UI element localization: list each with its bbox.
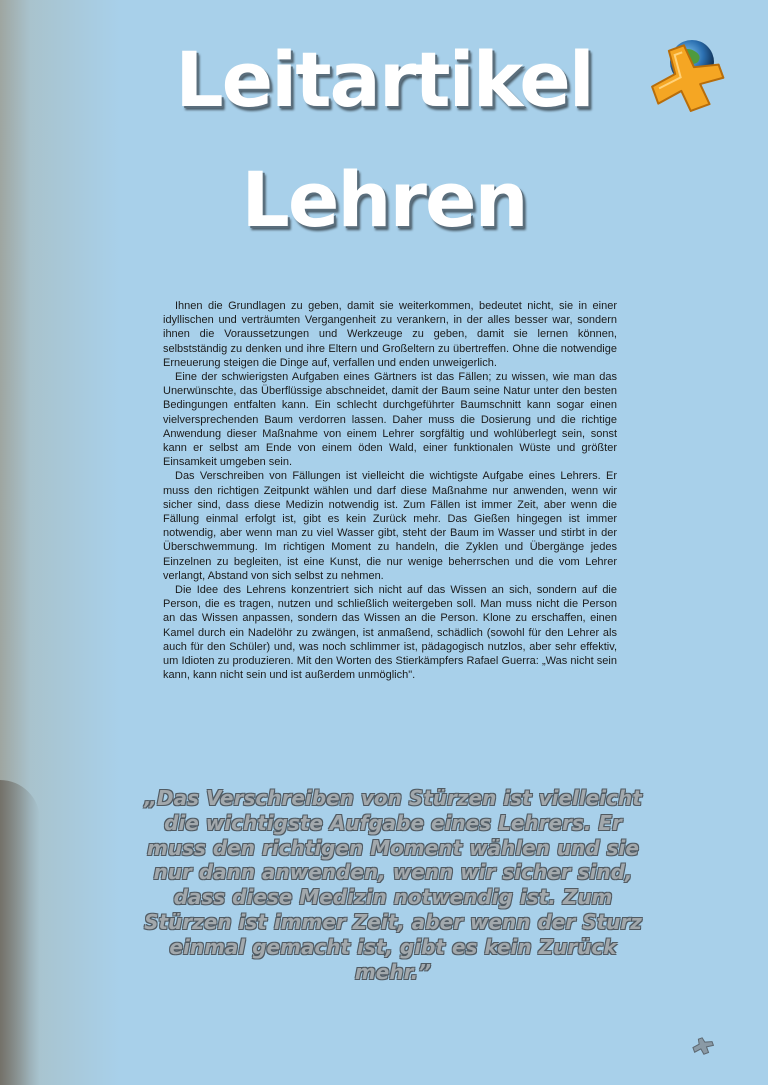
- article-paragraph: Das Verschreiben von Fällungen ist vielleicht die wichtigste Aufgabe eines Lehrers. Er muss den richtigen Zeitpunkt wählen und darf diese Maßnahme nur anwenden, wenn wir sicher sind, dass diese Medizin notwendig ist. Zum Fällen ist immer Zeit, aber wenn die Fällung einmal erfolgt ist, gibt es kein Zurück mehr. Das Gießen hingegen ist immer notwendig, aber wenn man zu viel Wasser gibt, steht der Baum im Wasser und stirbt in der Überschwemmung. Im richtigen Moment zu handeln, die Zyklen und Übergänge jedes Einzelnen zu begleiten, ist eine Kunst, die nur wenige beherrschen und die vom Lehrer verlangt, Abstand von sich selbst zu nehmen.: [163, 470, 617, 582]
- page-title-line2: Lehren: [241, 155, 527, 244]
- page-title-line1: Leitartikel: [175, 35, 593, 124]
- cross-mark-icon: [692, 1037, 714, 1055]
- background-photo-figure: [0, 780, 40, 1085]
- article-body: [163, 299, 617, 682]
- article-paragraph: Die Idee des Lehrens konzentriert sich nicht auf das Wissen an sich, sondern auf die Person, die es tragen, nutzen und schließlich weitergeben soll. Man muss nicht die Person an das Wissen anpassen, sondern das Wissen an die Person. Klone zu erschaffen, einen Kamel durch ein Nadelöhr zu zwängen, ist anmaßend, schädlich (sowohl für den Lehrer als auch für den Schüler) und, was noch schlimmer ist, pädagogisch nutzlos, aber sehr effektiv, um Idioten zu produzieren. Mit den Worten des Stierkämpfers Rafael Guerra: „Was nicht sein kann, kann nicht sein und ist außerdem unmöglich".: [163, 584, 617, 682]
- article-paragraph: Ihnen die Grundlagen zu geben, damit sie weiterkommen, bedeutet nicht, sie in einer idyllischen und verträumten Vergangenheit zu verankern, in der alles besser war, sondern ihnen die Voraussetzungen und Werkzeuge zu geben, damit sie lernen können, selbstständig zu denken und ihre Eltern und Großeltern zu übertreffen. Ohne die notwendige Erneuerung steigen die Dinge auf, verfallen und enden unweigerlich.: [163, 300, 617, 369]
- globe-cross-logo-icon: [646, 34, 730, 112]
- pull-quote: „Das Verschreiben von Stürzen ist vielleicht die wichtigste Aufgabe eines Lehrers. Er muss den richtigen Moment wählen und sie nur dann anwenden, wenn wir sicher sind, dass diese Medizin notwendig ist. Zum Stürzen ist immer Zeit, aber wenn der Sturz einmal gemacht ist, gibt es kein Zurück mehr.”: [144, 786, 642, 984]
- article-paragraph: Eine der schwierigsten Aufgaben eines Gärtners ist das Fällen; zu wissen, wie man das Unerwünschte, das Überflüssige abschneidet, damit der Baum seine Natur unter den besten Bedingungen entfalten kann. Ein schlecht durchgeführter Baumschnitt kann sogar einen vielversprechenden Baum verdorren lassen. Daher muss die Dosierung und die richtige Anwendung dieser Maßnahme von einem Lehrer sorgfältig und wohlüberlegt sein, sonst kann er selbst am Ende von einem öden Wald, einer funktionalen Wüste und größter Einsamkeit umgeben sein.: [163, 371, 617, 469]
